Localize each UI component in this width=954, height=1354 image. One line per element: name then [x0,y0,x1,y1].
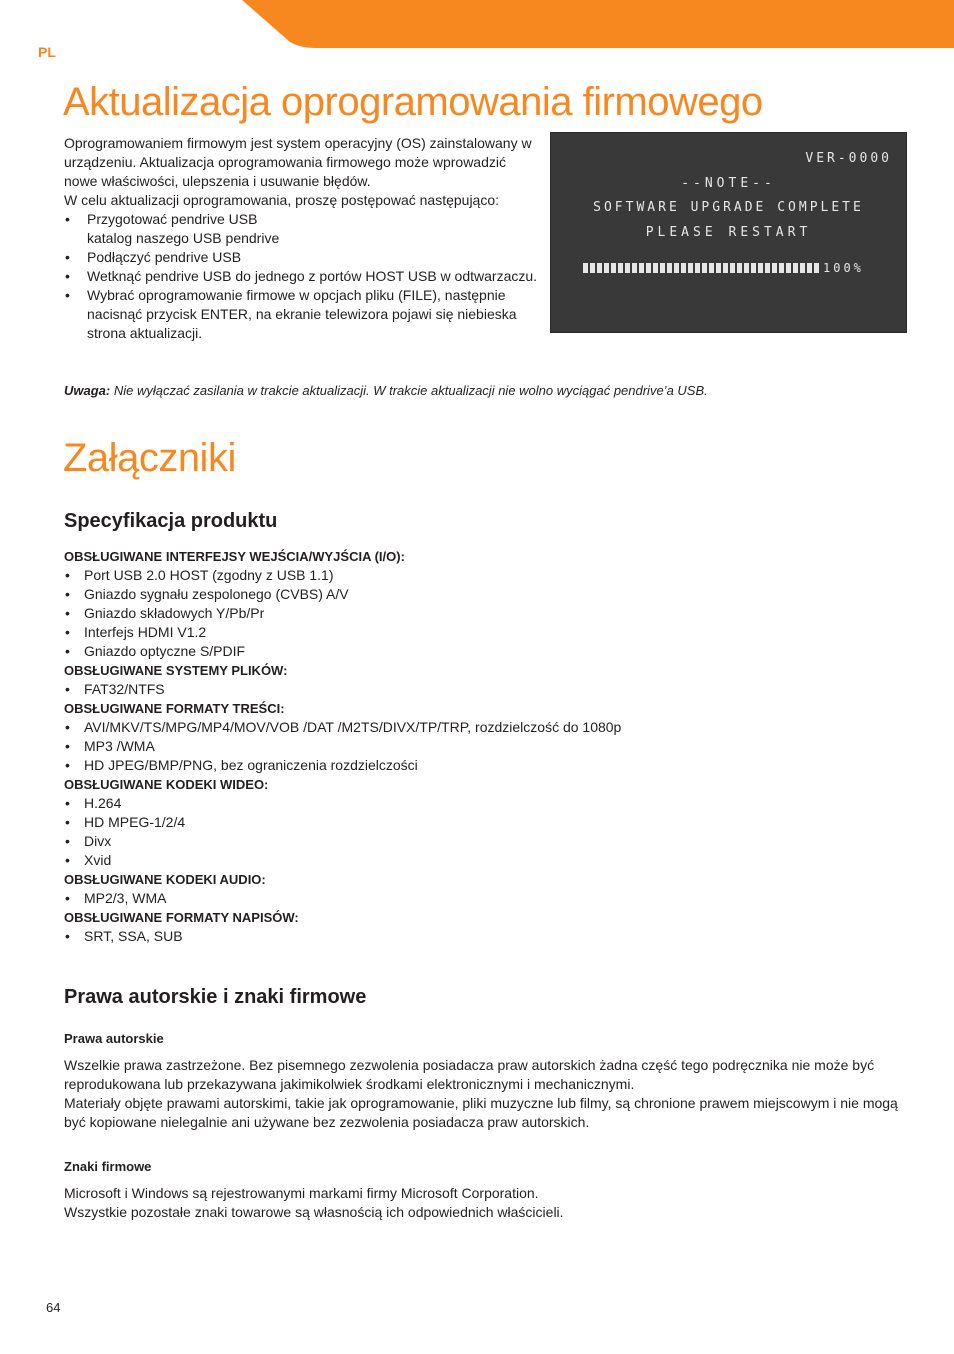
intro-paragraph: W celu aktualizacji oprogramowania, proszę postępować następująco: [64,192,500,208]
update-step-text: • Wetknąć pendrive USB do jednego z portów HOST USB w odtwarzaczu. [87,268,538,284]
spec-item: • SRT, SSA, SUB [64,927,894,946]
spec-heading: Specyfikacja produktu [64,510,278,532]
spec-item: • H.264 [64,794,894,813]
spec-list [64,889,894,908]
spec-item: • Port USB 2.0 HOST (zgodny z USB 1.1) [64,566,894,585]
screen-message: SOFTWARE UPGRADE COMPLETE [593,200,864,215]
trademark-heading: Znaki firmowe [64,1159,152,1174]
spec-list [64,566,894,661]
spec-category-title: OBSŁUGIWANE FORMATY NAPISÓW: [64,910,299,925]
progress-bar [583,263,819,273]
screen-restart-message: PLEASE RESTART [645,225,812,240]
page-number: 64 [46,1300,61,1315]
spec-list [64,680,894,699]
spec-list [64,794,894,870]
spec-list [64,927,894,946]
warning-note [64,383,708,398]
update-step-text: • Przygotować pendrive USB [87,211,258,227]
progress-row [583,261,864,275]
spec-item: • Divx [64,832,894,851]
spec-category-title: OBSŁUGIWANE KODEKI AUDIO: [64,872,266,887]
update-steps-list [64,210,539,343]
warning-label: Uwaga: [64,383,111,398]
update-step [64,286,539,343]
copyright-paragraph: Wszelkie prawa zastrzeżone. Bez pisemnego zezwolenia posiadacza praw autorskich żadna część tego podręcznika nie może być reprodukowana lub przekazywana jakimikolwiek środkami elektronicznymi i mechanicznymi. [64,1057,875,1092]
firmware-title: Aktualizacja oprogramowania firmowego [63,80,763,124]
appendix-title: Załączniki [63,436,236,480]
progress-percent: 100% [823,261,864,275]
upgrade-complete-screenshot [550,132,907,333]
spec-category-title: OBSŁUGIWANE SYSTEMY PLIKÓW: [64,663,288,678]
spec-item: • FAT32/NTFS [64,680,894,699]
update-step-text: • Podłączyć pendrive USB [87,249,242,265]
spec-category-title: OBSŁUGIWANE FORMATY TREŚCI: [64,701,285,716]
copyright-heading: Prawa autorskie [64,1031,164,1046]
spec-item: • MP2/3, WMA [64,889,894,908]
trademark-section [64,1157,904,1222]
screen-version: VER-0000 [805,151,892,166]
firmware-intro [64,134,539,343]
spec-item: • Xvid [64,851,894,870]
spec-item: • HD JPEG/BMP/PNG, bez ograniczenia rozdzielczości [64,756,894,775]
spec-item: • AVI/MKV/TS/MPG/MP4/MOV/VOB /DAT /M2TS/DIVX/TP/TRP, rozdzielczość do 1080p [64,718,894,737]
product-specification [64,547,894,946]
copyright-paragraph: Materiały objęte prawami autorskimi, takie jak oprogramowanie, pliki muzyczne lub filmy, są chronione prawem miejscowym i nie mogą być kopiowane nielegalnie ani używane bez zezwolenia posiadacza praw autorskich. [64,1095,898,1130]
update-step [64,248,539,267]
update-step [64,267,539,286]
spec-category-title: OBSŁUGIWANE INTERFEJSY WEJŚCIA/WYJŚCIA (I/O): [64,549,405,564]
header-orange-band [0,0,954,48]
warning-text: Nie wyłączać zasilania w trakcie aktualizacji. W trakcie aktualizacji nie wolno wyciągać pendrive’a USB. [110,383,708,398]
screen-note: --NOTE-- [681,176,776,191]
spec-item: • MP3 /WMA [64,737,894,756]
update-step [64,210,539,248]
trademark-paragraph: Microsoft i Windows są rejestrowanymi markami firmy Microsoft Corporation. [64,1185,539,1201]
progress-fill [583,263,819,273]
spec-list [64,718,894,775]
copyright-section [64,1029,904,1132]
intro-paragraph: Oprogramowaniem firmowym jest system operacyjny (OS) zainstalowany w urządzeniu. Aktualizacja oprogramowania firmowego może wprowadzić nowe właściwości, ulepszenia i usuwanie błędów. [64,135,532,189]
spec-category-title: OBSŁUGIWANE KODEKI WIDEO: [64,777,269,792]
update-step-text: • Wybrać oprogramowanie firmowe w opcjach pliku (FILE), następnie nacisnąć przycisk ENTER, na ekranie telewizora pojawi się niebieska strona aktualizacji. [87,287,517,341]
spec-item: • Gniazdo sygnału zespolonego (CVBS) A/V [64,585,894,604]
spec-item: • Gniazdo optyczne S/PDIF [64,642,894,661]
rights-heading: Prawa autorskie i znaki firmowe [64,986,367,1008]
spec-item: • Interfejs HDMI V1.2 [64,623,894,642]
trademark-paragraph: Wszystkie pozostałe znaki towarowe są własnością ich odpowiednich właścicieli. [64,1204,564,1220]
spec-item: • Gniazdo składowych Y/Pb/Pr [64,604,894,623]
language-label: PL [38,44,56,60]
spec-item: • HD MPEG-1/2/4 [64,813,894,832]
update-step-text: katalog naszego USB pendrive [87,230,280,246]
